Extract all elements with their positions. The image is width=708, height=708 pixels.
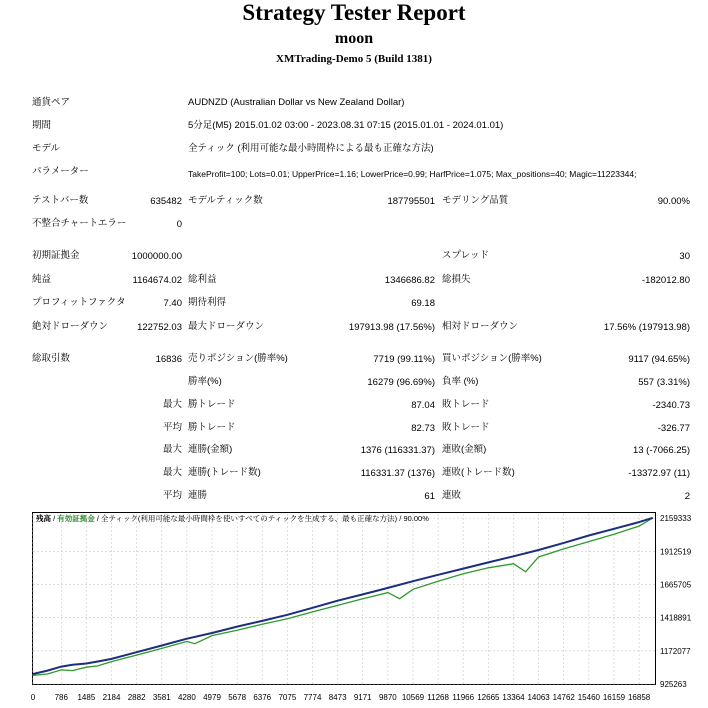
chart-legend [36, 514, 429, 524]
max-consecutive-wins-label: 連勝(金額) [188, 444, 233, 455]
absolute-drawdown-value: 122752.03 [137, 322, 182, 333]
maximal-consecutive-loss-label: 連敗(トレード数) [442, 467, 515, 478]
x-tick-label: 4280 [177, 693, 196, 702]
maximal-consecutive-loss-value: -13372.97 (11) [628, 468, 690, 479]
x-axis-ticks [20, 688, 708, 706]
average-consecutive-wins-label: 連勝 [188, 490, 208, 501]
x-tick-label: 10569 [401, 693, 425, 702]
parameters-value: TakeProfit=100; Lots=0.01; UpperPrice=1.16; LowerPrice=0.99; HarfPrice=1.075; Max_positions=40; Magic=11223344; [188, 169, 637, 179]
x-tick-label: 5678 [228, 693, 247, 702]
maximal-label: 最大 [162, 467, 182, 478]
period-value: 5分足(M5) 2015.01.02 03:00 - 2023.08.31 07:15 (2015.01.01 - 2024.01.01) [188, 120, 504, 131]
ticks-value: 187795501 [387, 196, 435, 207]
largest-label: 最大 [162, 399, 182, 410]
report-title: Strategy Tester Report [242, 0, 466, 25]
legend-quality: 90.00% [403, 514, 429, 523]
loss-trades-label: 負率 (%) [442, 376, 479, 387]
average-loss-trade-value: -326.77 [657, 423, 690, 434]
maximal-consecutive-profit-label: 連勝(トレード数) [188, 467, 261, 478]
maximal-drawdown-label: 最大ドローダウン [188, 321, 265, 332]
bars-value: 635482 [150, 196, 182, 207]
y-tick-label: 2159333 [660, 514, 692, 524]
gross-profit-label: 総利益 [188, 274, 217, 285]
y-tick-label: 925263 [660, 680, 687, 689]
legend-model: 全ティック(利用可能な最小時間枠を使いすべてのティックを生成する、最も正確な方法) [101, 514, 398, 523]
x-tick-label: 7774 [303, 693, 322, 702]
x-tick-label: 2882 [127, 693, 146, 702]
x-tick-label: 786 [54, 693, 68, 702]
x-tick-label: 9171 [353, 693, 372, 702]
report-subtitle: moon [334, 30, 374, 47]
profit-trades-value: 16279 (96.69%) [367, 377, 435, 388]
x-tick-label: 11966 [452, 693, 475, 702]
long-positions-label: 買いポジション(勝率%) [442, 353, 542, 364]
max-consecutive-losses-label: 連敗(金額) [442, 444, 487, 455]
x-tick-label: 14063 [527, 693, 550, 702]
x-tick-label: 11268 [427, 693, 449, 702]
legend-separator: / [51, 514, 58, 523]
x-tick-label: 13364 [502, 693, 525, 702]
average-consecutive-losses-value: 2 [684, 491, 690, 502]
legend-equity: 有効証拠金 [57, 514, 95, 523]
model-label: モデル [32, 143, 61, 154]
x-tick-label: 12665 [477, 693, 500, 702]
net-profit-value: 1164674.02 [132, 275, 182, 286]
relative-drawdown-value: 17.56% (197913.98) [603, 322, 690, 333]
y-tick-label: 1912519 [660, 547, 692, 557]
x-tick-label: 2184 [102, 693, 121, 702]
modeling-quality-label: モデリング品質 [442, 195, 509, 206]
x-tick-label: 3581 [152, 693, 171, 702]
mismatch-errors-label: 不整合チャートエラー [32, 218, 127, 229]
average-profit-trade-label: 勝トレード [188, 422, 236, 433]
average-consecutive-losses-label: 連敗 [442, 490, 462, 501]
mismatch-errors-value: 0 [176, 219, 182, 230]
largest-profit-trade-label: 勝トレード [188, 399, 236, 410]
model-value: 全ティック (利用可能な最小時間枠による最も正確な方法) [188, 143, 434, 154]
spread-label: スプレッド [442, 250, 490, 261]
long-positions-value: 9117 (94.65%) [628, 354, 690, 365]
maximal-consecutive-profit-value: 116331.37 (1376) [360, 468, 435, 479]
modeling-quality-value: 90.00% [657, 196, 690, 207]
average-consecutive-label: 平均 [162, 490, 182, 501]
x-tick-label: 16159 [602, 693, 626, 702]
x-tick-label: 6376 [253, 693, 272, 702]
maximum-label: 最大 [162, 444, 182, 455]
legend-balance: 残高 [36, 514, 51, 523]
relative-drawdown-label: 相対ドローダウン [442, 321, 519, 332]
net-profit-label: 純益 [32, 274, 52, 285]
absolute-drawdown-label: 絶対ドローダウン [32, 321, 109, 332]
x-tick-label: 9870 [378, 693, 397, 702]
x-tick-label: 1485 [77, 693, 96, 702]
x-tick-label: 8473 [328, 693, 347, 702]
balance-chart [32, 512, 656, 685]
y-tick-label: 1418891 [660, 613, 692, 623]
total-trades-value: 16836 [155, 354, 182, 365]
maximal-drawdown-value: 197913.98 (17.56%) [348, 322, 435, 333]
profit-trades-label: 勝率(%) [188, 376, 222, 387]
average-consecutive-wins-value: 61 [424, 491, 435, 502]
x-tick-label: 0 [30, 693, 36, 702]
short-positions-label: 売りポジション(勝率%) [188, 353, 288, 364]
initial-deposit-label: 初期証拠金 [32, 250, 80, 261]
profit-factor-label: プロフィットファクタ [32, 297, 126, 308]
gross-loss-value: -182012.80 [641, 275, 690, 286]
x-tick-label: 15460 [577, 693, 600, 702]
average-profit-trade-value: 82.73 [411, 423, 435, 434]
max-consecutive-losses-value: 13 (-7066.25) [632, 445, 690, 456]
x-tick-label: 16858 [627, 693, 651, 702]
average-label: 平均 [162, 422, 182, 433]
legend-separator: / [94, 514, 102, 523]
max-consecutive-wins-value: 1376 (116331.37) [360, 445, 435, 456]
gross-profit-value: 1346686.82 [384, 275, 435, 286]
legend-separator: / [397, 514, 404, 523]
average-loss-trade-label: 敗トレード [442, 422, 490, 433]
largest-profit-trade-value: 87.04 [411, 400, 435, 411]
ticks-label: モデルティック数 [188, 195, 263, 206]
x-tick-label: 14762 [552, 693, 575, 702]
y-tick-label: 1172077 [660, 646, 691, 656]
expected-payoff-value: 69.18 [411, 298, 435, 309]
short-positions-value: 7719 (99.11%) [373, 354, 435, 365]
bars-label: テストバー数 [32, 195, 89, 206]
profit-factor-value: 7.40 [163, 298, 182, 309]
total-trades-label: 総取引数 [32, 353, 71, 364]
spread-value: 30 [679, 251, 690, 262]
y-tick-label: 1665705 [660, 580, 692, 590]
period-label: 期間 [32, 120, 52, 131]
largest-loss-trade-value: -2340.73 [652, 400, 690, 411]
gross-loss-label: 総損失 [442, 274, 471, 285]
largest-loss-trade-label: 敗トレード [442, 399, 490, 410]
report-build: XMTrading-Demo 5 (Build 1381) [276, 53, 432, 65]
symbol-label: 通貨ペア [32, 97, 71, 108]
parameters-label: パラメーター [32, 166, 89, 177]
x-tick-label: 7075 [278, 693, 297, 702]
symbol-value: AUDNZD (Australian Dollar vs New Zealand Dollar) [188, 97, 405, 108]
y-axis-ticks [656, 505, 708, 705]
expected-payoff-label: 期待利得 [188, 297, 227, 308]
x-tick-label: 4979 [203, 693, 221, 702]
loss-trades-value: 557 (3.31%) [638, 377, 690, 388]
initial-deposit-value: 1000000.00 [131, 251, 182, 262]
